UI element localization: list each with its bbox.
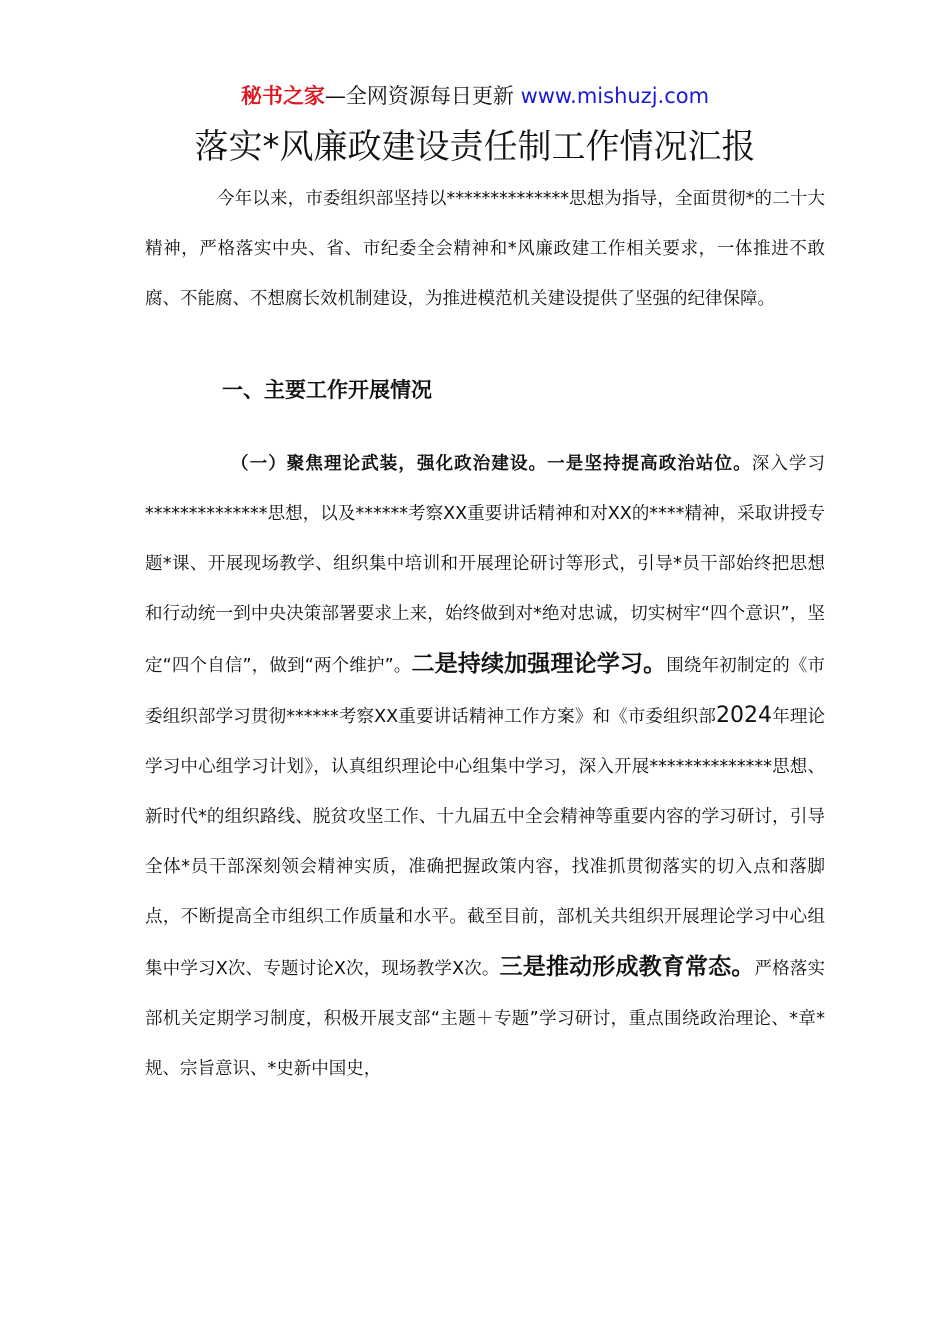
section-paragraph <box>145 439 825 1094</box>
point-text: 严格落实部机关定期学习制度，积极开展支部“主题＋专题”学习研讨，重点围绕政治理论、*章*规、宗旨意识、*史新中国史， <box>145 959 826 1079</box>
brand-name: 秘书之家 <box>240 84 325 108</box>
point-text: 年理论学习中心组学习计划》，认真组织理论中心组集中学习，深入开展**************思想、新时代*的组织路线、脱贫攻坚工作、十九届五中全会精神等重要内容的学习研讨，引导全体*员干部深刻领会精神实质，准确把握政策内容，找准抓贯彻落实的切入点和落脚点，不断提高全市组织工作质量和水平。截至目前，部机关共组织开展理论学习中心组集中学习X次、专题讨论X次，现场教学X次。 <box>145 707 826 979</box>
year-number: 2024 <box>716 703 773 728</box>
site-banner <box>0 82 950 110</box>
document-body <box>145 174 825 1094</box>
point-text: 围绕年初制定的《市委组织部学习贯彻******考察XX重要讲话精神工作方案》和《市委组织部 <box>145 656 826 727</box>
point-title: 一是坚持提高政治站位。 <box>547 454 752 474</box>
point-text: 深入学习**************思想，以及******考察XX重要讲话精神和对XX的****精神，采取讲授专题*课、开展现场教学、组织集中培训和开展理论研讨等形式，引导*员干部始终把思想和行动统一到中央决策部署要求上来，始终做到对*绝对忠诚，切实树牢“四个意识”，坚定“四个自信”，做到“两个维护”。 <box>145 454 826 676</box>
section-heading: 一、主要工作开展情况 <box>222 378 432 402</box>
point-title: 二是持续加强理论学习。 <box>411 651 667 677</box>
document-title: 落实*风廉政建设责任制工作情况汇报 <box>194 127 756 167</box>
site-url-link[interactable]: www.mishuzj.com <box>520 84 710 108</box>
subsection-heading: （一）聚焦理论武装，强化政治建设。 <box>231 454 548 474</box>
point-title: 三是推动形成教育常态。 <box>499 954 755 980</box>
intro-paragraph: 今年以来，市委组织部坚持以**************思想为指导，全面贯彻*的二十大精神，严格落实中央、省、市纪委全会精神和*风廉政建工作相关要求，一体推进不敢腐、不能腐、不想腐长效机制建设，为推进模范机关建设提供了坚强的纪律保障。 <box>145 189 825 309</box>
banner-slogan: —全网资源每日更新 <box>324 84 521 108</box>
